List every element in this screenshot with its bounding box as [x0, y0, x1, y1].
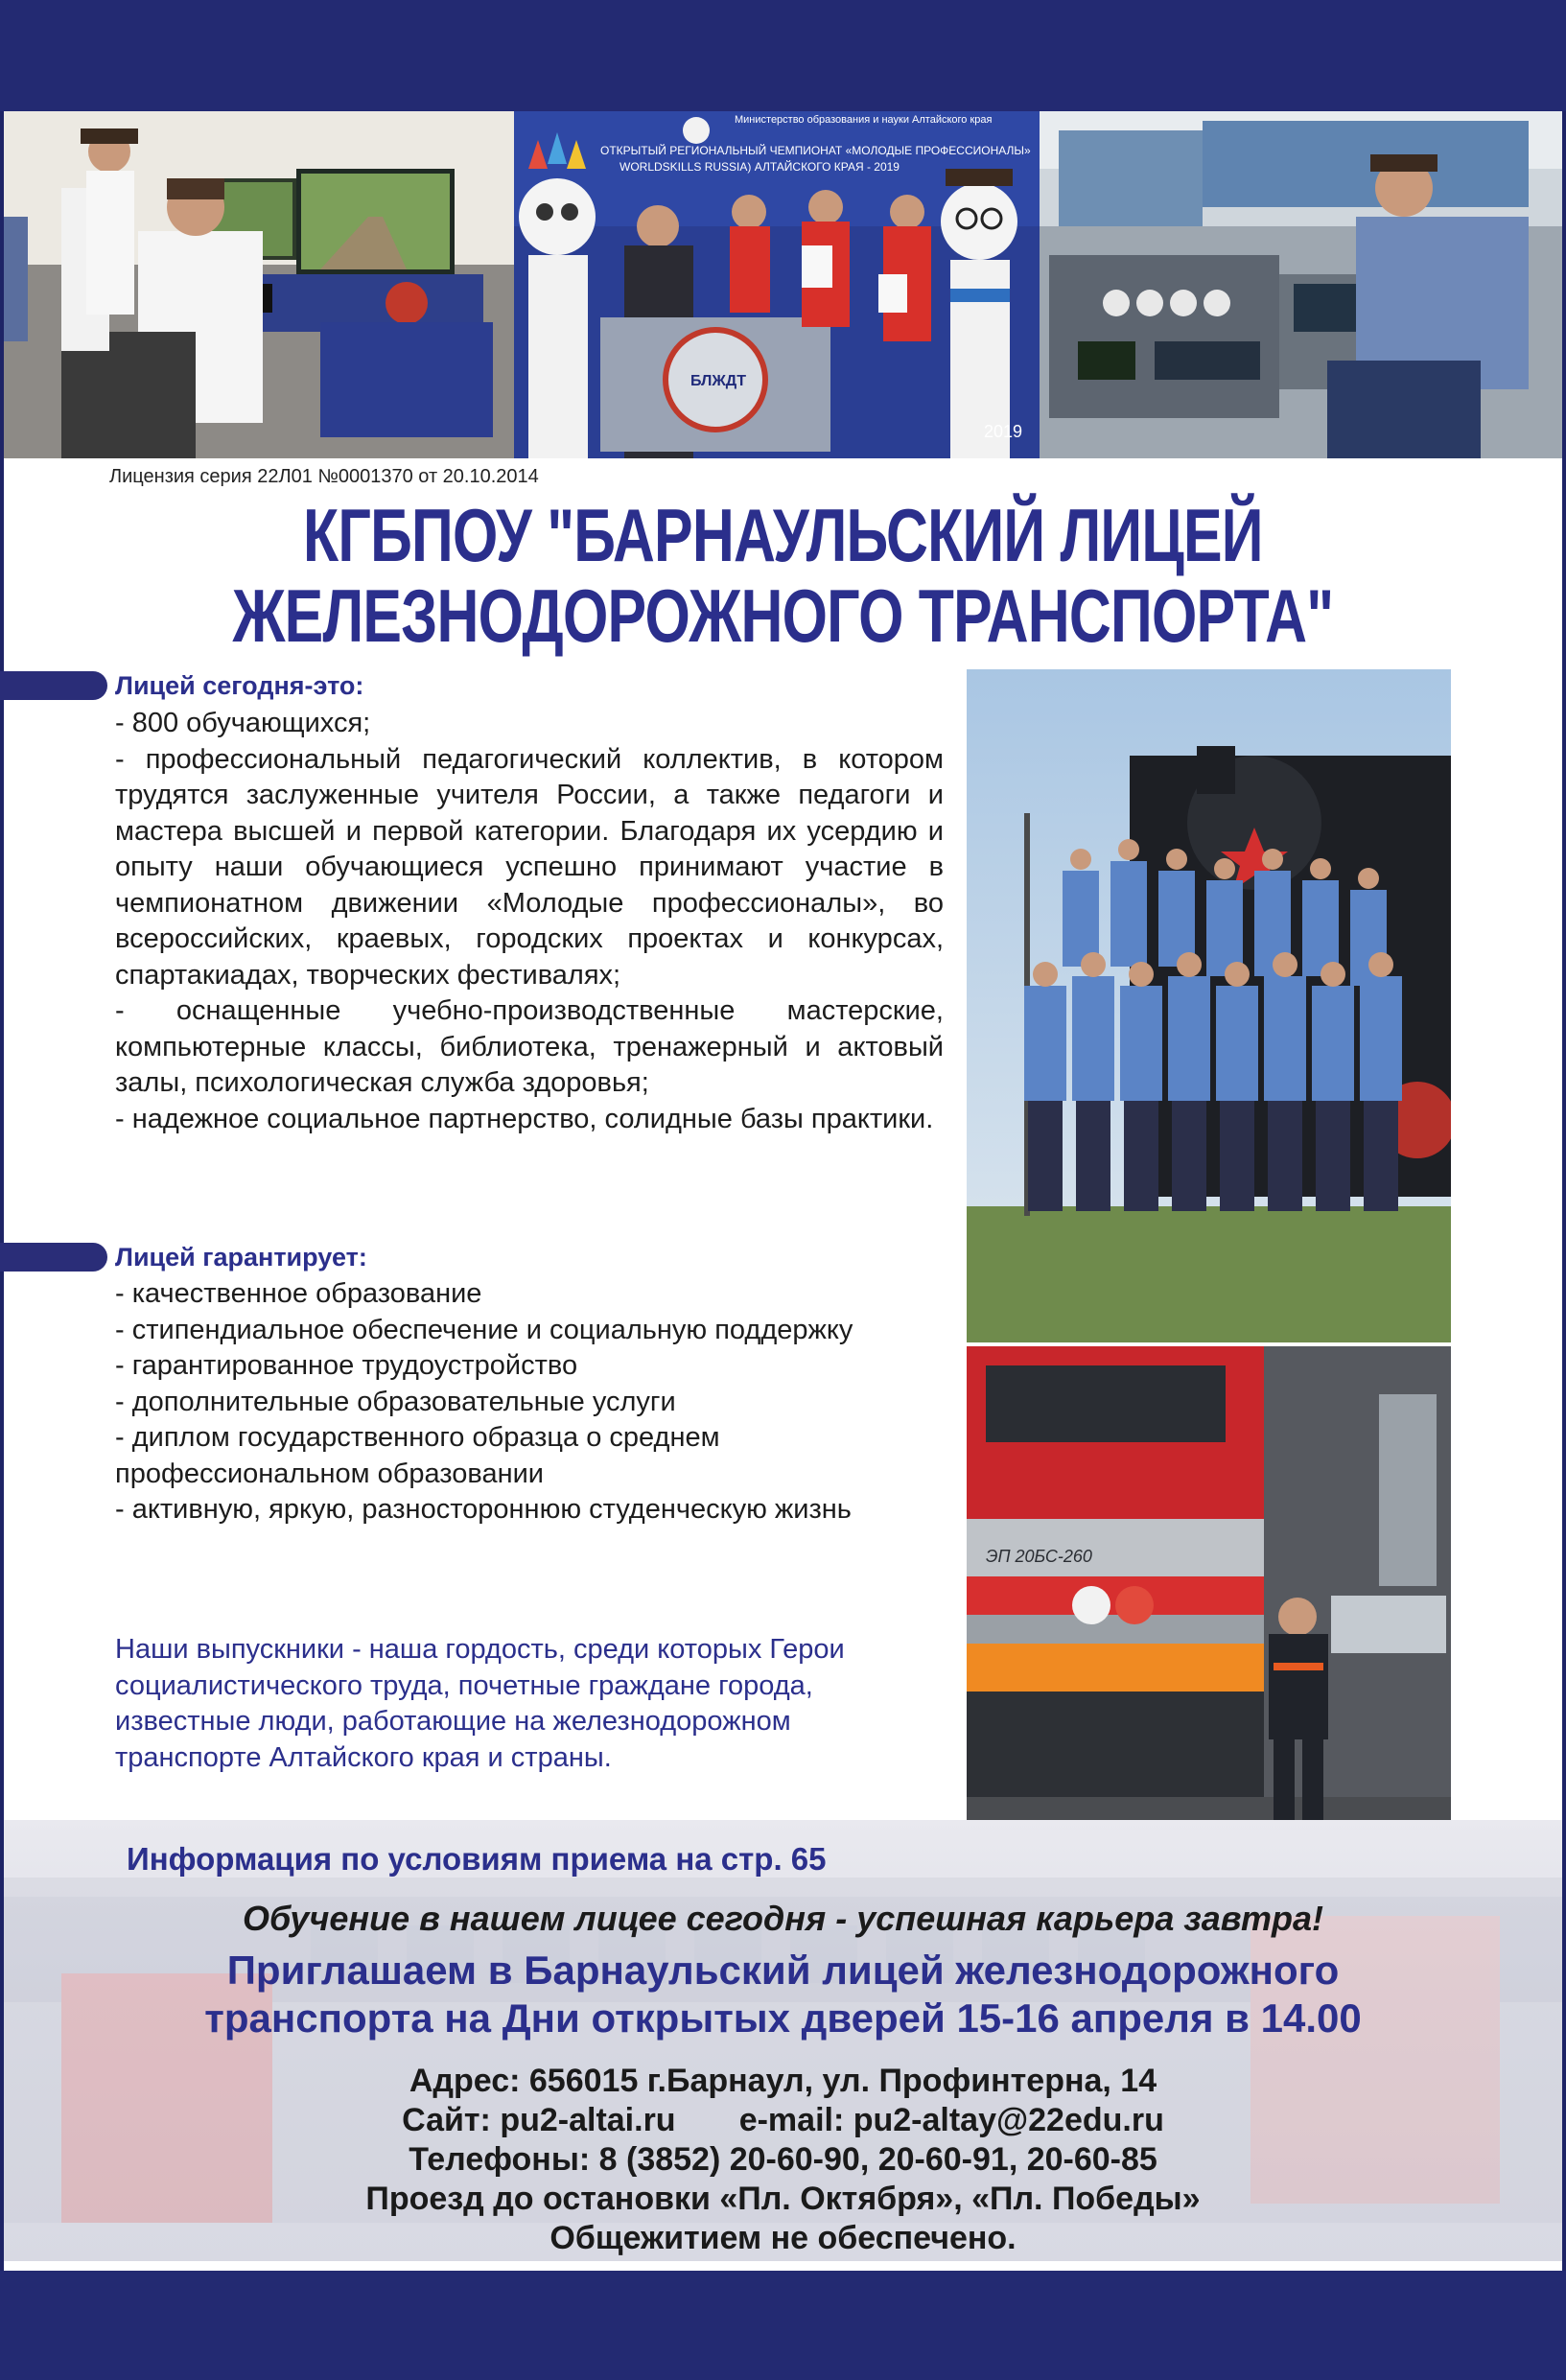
championship-photo	[514, 111, 1040, 458]
top-band	[0, 0, 1566, 111]
title-line-2: ЖЕЛЕЗНОДОРОЖНОГО ТРАНСПОРТА"	[232, 573, 1334, 658]
contact-transport: Проезд до остановки «Пл. Октября», «Пл. Победы»	[365, 2181, 1201, 2217]
flag-text: БЛЖДТ	[690, 373, 746, 389]
locomotive-number: ЭП 20БС-260	[986, 1547, 1092, 1566]
section-today-body	[115, 706, 944, 1137]
invite-line-2: транспорта на Дни открытых дверей 15-16 апреля в 14.00	[204, 1995, 1362, 2041]
section-guarantee-heading: Лицей гарантирует:	[115, 1243, 367, 1272]
section-tab-today	[0, 671, 107, 700]
guarantee-item-5: - диплом государственного образца о среднем профессиональном образовании	[115, 1422, 720, 1489]
page-title	[173, 495, 1394, 656]
guarantee-item-4: - дополнительные образовательные услуги	[115, 1386, 676, 1417]
locomotive-cab-photo	[1040, 111, 1562, 458]
today-item-2: - профессиональный педагогический коллектив, в котором трудятся заслуженные учителя России, а также педагоги и мастера высшей и первой категории. Благодаря их усердию и опыту наши обучающиеся успешно принимают участие в чемпионатном движении «Молодые профессионалы», во всероссийских, краевых, городских проектах и конкурсах, спартакиадах, творческих фестивалях;	[115, 743, 944, 991]
championship-banner-text: Министерство образования и науки Алтайского края	[735, 114, 993, 126]
championship-title-text: ОТКРЫТЫЙ РЕГИОНАЛЬНЫЙ ЧЕМПИОНАТ «МОЛОДЫЕ ПРОФЕССИОНАЛЫ»	[600, 144, 1031, 157]
section-guarantee-body	[115, 1276, 901, 1528]
contact-address: Адрес: 656015 г.Барнаул, ул. Профинтерна, 14	[409, 2063, 1157, 2099]
guarantee-item-3: - гарантированное трудоустройство	[115, 1350, 578, 1381]
guarantee-item-1: - качественное образование	[115, 1278, 482, 1309]
section-today-heading: Лицей сегодня-это:	[115, 671, 364, 700]
invite-line-1: Приглашаем в Барнаульский лицей железнодорожного	[226, 1948, 1340, 1993]
today-item-3: - оснащенные учебно-производственные мастерские, компьютерные классы, библиотека, тренажерный и актовый залы, психологическая служба здоровья;	[115, 995, 944, 1098]
slogan: Обучение в нашем лицее сегодня - успешная карьера завтра!	[242, 1899, 1324, 1938]
guarantee-item-2: - стипендиальное обеспечение и социальную поддержку	[115, 1314, 853, 1345]
guarantee-item-6: - активную, яркую, разностороннюю студенческую жизнь	[115, 1494, 852, 1525]
contacts-block	[0, 2062, 1566, 2258]
today-item-1: - 800 обучающихся;	[115, 708, 371, 738]
today-item-4: - надежное социальное партнерство, солидные базы практики.	[115, 1103, 934, 1134]
admission-info: Информация по условиям приема на стр. 65	[127, 1841, 827, 1877]
contact-dormitory: Общежитием не обеспечено.	[549, 2220, 1017, 2256]
title-line-1: КГБПОУ "БАРНАУЛЬСКИЙ ЛИЦЕЙ	[303, 493, 1263, 577]
championship-sub-text: WORLDSKILLS RUSSIA) АЛТАЙСКОГО КРАЯ - 2019	[619, 160, 900, 174]
section-tab-guarantee	[0, 1243, 107, 1272]
bottom-band	[0, 2271, 1566, 2380]
top-photo-strip	[4, 111, 1562, 458]
contact-site-email: Сайт: pu2-altai.ru e-mail: pu2-altay@22edu.ru	[402, 2102, 1164, 2138]
electric-locomotive-photo	[967, 1346, 1451, 1887]
graduates-paragraph: Наши выпускники - наша гордость, среди которых Герои социалистического труда, почетные граждане города, известные люди, работающие на железнодорожном транспорте Алтайского края и страны.	[115, 1634, 845, 1773]
svg-text:2019: 2019	[984, 422, 1023, 441]
graduates-text	[115, 1632, 940, 1776]
simulator-photo	[4, 111, 514, 458]
open-days-invitation	[0, 1947, 1566, 2042]
students-group-photo	[967, 669, 1451, 1342]
contact-phones: Телефоны: 8 (3852) 20-60-90, 20-60-91, 20-60-85	[409, 2141, 1157, 2178]
license-text: Лицензия серия 22Л01 №0001370 от 20.10.2014	[109, 466, 539, 487]
